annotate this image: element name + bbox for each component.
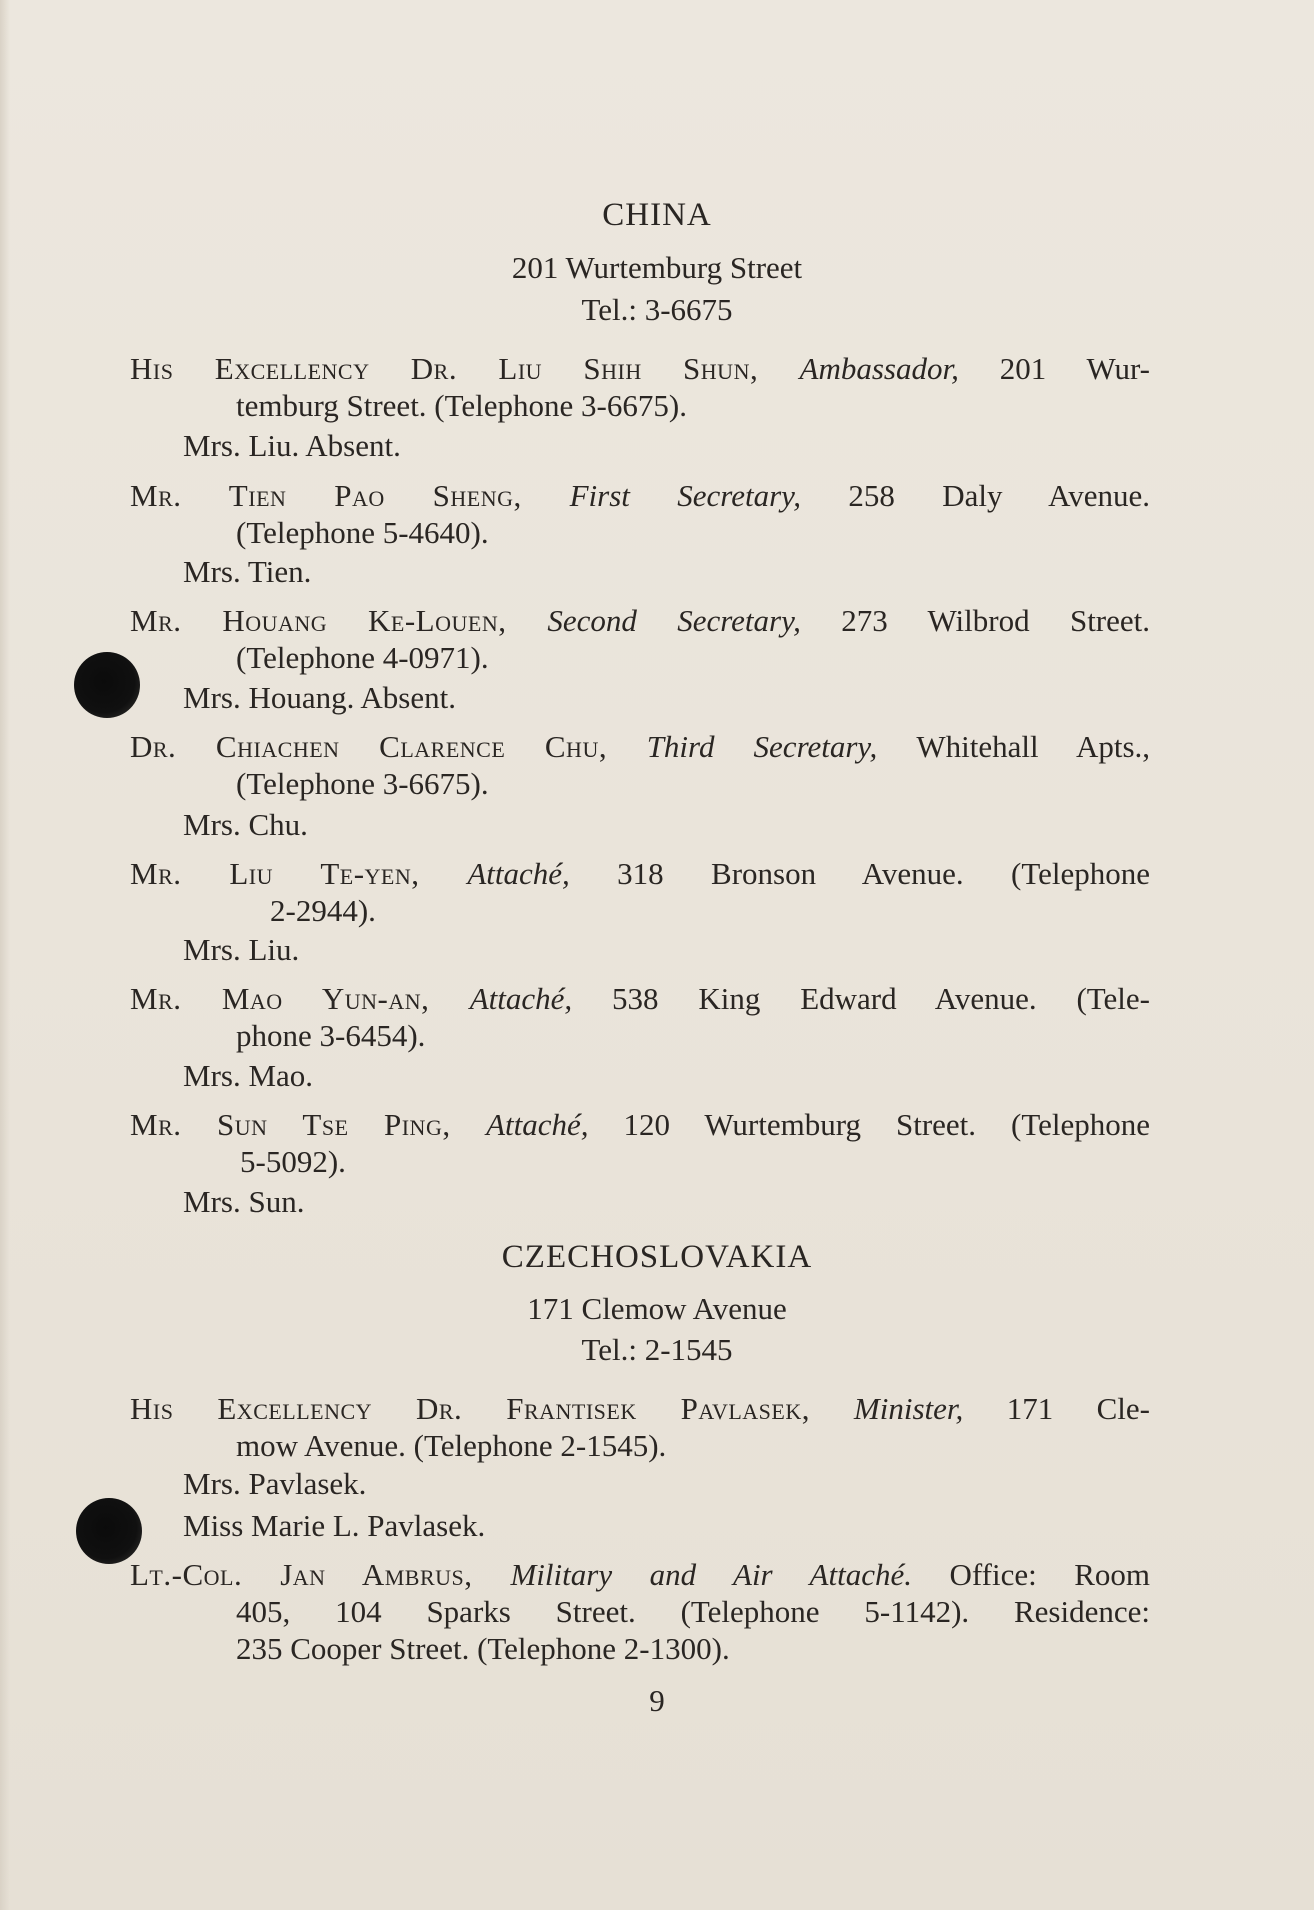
entry-spouse: Mrs. Chu.: [183, 807, 308, 842]
entry-name: Dr. Chiachen Clarence Chu,: [130, 729, 647, 764]
entry-name: Mr. Liu Te-yen,: [130, 856, 468, 891]
entry-role: Ambassador,: [799, 351, 1000, 386]
entry-continuation: 5-5092).: [240, 1144, 346, 1179]
entry-minister: [130, 1390, 1150, 1464]
entry-address: 120 Wurtemburg Street. (Telephone: [623, 1107, 1150, 1142]
punch-hole-bottom: [76, 1498, 142, 1564]
entry-spouse: Mrs. Liu.: [183, 932, 300, 967]
entry-address: Whitehall Apts.,: [916, 729, 1151, 764]
entry-role: Attaché,: [469, 981, 613, 1016]
entry-address: 258 Daly Avenue.: [848, 478, 1150, 513]
page-number: 9: [649, 1683, 665, 1718]
entry-continuation: phone 3-6454).: [236, 1018, 426, 1053]
entry-continuation: (Telephone 3-6675).: [236, 766, 489, 801]
entry-address: 201 Wur-: [999, 351, 1150, 386]
entry-address: 171 Cle-: [1006, 1391, 1150, 1426]
entry-role: Attaché,: [486, 1107, 624, 1142]
entry-spouse: Mrs. Houang. Absent.: [183, 680, 456, 715]
entry-ambassador: [130, 350, 1150, 424]
china-address: 201 Wurtemburg Street: [511, 250, 803, 285]
entry-spouse: Mrs. Liu. Absent.: [183, 428, 401, 463]
entry-daughter: Miss Marie L. Pavlasek.: [183, 1508, 486, 1543]
entry-attache-sun: [130, 1106, 1150, 1180]
entry-attache-liu: [130, 855, 1150, 929]
section-heading-china: CHINA: [602, 197, 712, 233]
entry-role: Minister,: [853, 1391, 1007, 1426]
entry-name: Lt.-Col. Jan Ambrus,: [130, 1557, 511, 1592]
entry-continuation: (Telephone 4-0971).: [236, 640, 489, 675]
entry-name: His Excellency Dr. Liu Shih Shun,: [130, 351, 800, 386]
entry-name: His Excellency Dr. Frantisek Pavlasek,: [130, 1391, 854, 1426]
entry-first-secretary: [130, 477, 1150, 551]
entry-role: First Secretary,: [569, 478, 849, 513]
section-heading-czechoslovakia: CZECHOSLOVAKIA: [501, 1239, 813, 1275]
entry-attache-mao: [130, 980, 1150, 1054]
entry-second-secretary: [130, 602, 1150, 676]
entry-role: Military and Air Attaché.: [510, 1557, 950, 1592]
czechoslovakia-tel: Tel.: 2-1545: [581, 1332, 733, 1367]
entry-role: Attaché,: [467, 856, 618, 891]
entry-name: Mr. Sun Tse Ping,: [130, 1107, 487, 1142]
china-tel: Tel.: 3-6675: [581, 292, 733, 327]
entry-third-secretary: [130, 728, 1150, 802]
entry-military-attache: [130, 1556, 1150, 1667]
entry-continuation: mow Avenue. (Telephone 2-1545).: [236, 1428, 667, 1463]
page-edge: [0, 0, 10, 1910]
entry-role: Third Secretary,: [646, 729, 917, 764]
entry-spouse: Mrs. Sun.: [183, 1184, 305, 1219]
entry-spouse: Mrs. Pavlasek.: [183, 1466, 367, 1501]
entry-address: 318 Bronson Avenue. (Telephone: [617, 856, 1150, 891]
entry-spouse: Mrs. Mao.: [183, 1058, 314, 1093]
entry-continuation: temburg Street. (Telephone 3-6675).: [236, 388, 687, 423]
entry-spouse: Mrs. Tien.: [183, 554, 312, 589]
entry-address: 273 Wilbrod Street.: [841, 603, 1151, 638]
entry-continuation: 405, 104 Sparks Street. (Telephone 5-1142). Residence:: [236, 1594, 1150, 1629]
entry-name: Mr. Mao Yun-an,: [130, 981, 470, 1016]
entry-name: Mr. Tien Pao Sheng,: [130, 478, 570, 513]
entry-address: 538 King Edward Avenue. (Tele-: [612, 981, 1150, 1016]
entry-continuation-2: 235 Cooper Street. (Telephone 2-1300).: [236, 1631, 730, 1666]
entry-continuation: 2-2944).: [270, 893, 376, 928]
entry-continuation: (Telephone 5-4640).: [236, 515, 489, 550]
entry-role: Second Secretary,: [547, 603, 842, 638]
entry-name: Mr. Houang Ke-Louen,: [130, 603, 548, 638]
czechoslovakia-address: 171 Clemow Avenue: [527, 1291, 787, 1326]
entry-address: Office: Room: [949, 1557, 1150, 1592]
